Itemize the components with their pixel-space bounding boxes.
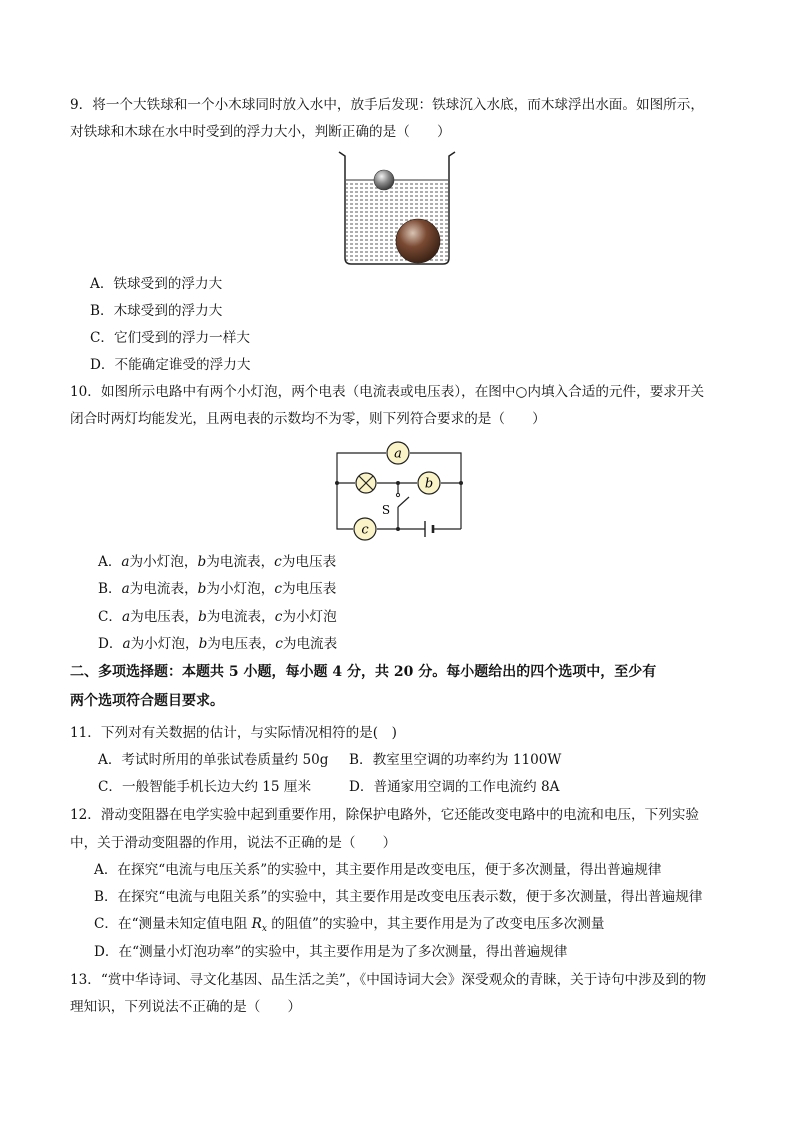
q10-option-b[interactable]: B．a为电流表，b为小灯泡，c为电压表 bbox=[98, 581, 337, 597]
q12-option-a[interactable]: A．在探究“电流与电压关系”的实验中，其主要作用是改变电压，便于多次测量，得出普遍规律 bbox=[94, 862, 662, 878]
q9-option-b[interactable]: B．木球受到的浮力大 bbox=[90, 303, 223, 319]
q10-stem-line1: 10．如图所示电路中有两个小灯泡，两个电表（电流表或电压表），在图中○内填入合适的元件，要求开关 bbox=[70, 384, 705, 400]
iron-ball bbox=[396, 219, 440, 263]
q10-option-d[interactable]: D．a为小灯泡，b为电压表，c为电流表 bbox=[98, 636, 338, 652]
q10-stem-line2: 闭合时两灯均能发光，且两电表的示数均不为零，则下列符合要求的是（ ） bbox=[70, 411, 546, 427]
q9-stem-line1: 9．将一个大铁球和一个小木球同时放入水中，放手后发现：铁球沉入水底，而木球浮出水面。如图所示， bbox=[70, 97, 704, 113]
switch-label: S bbox=[381, 503, 391, 517]
meter-a-label: a bbox=[394, 446, 402, 462]
q10-option-a[interactable]: A．a为小灯泡，b为电流表，c为电压表 bbox=[98, 554, 337, 570]
q9-option-d[interactable]: D．不能确定谁受的浮力大 bbox=[90, 357, 251, 373]
section-2-heading-cont: 两个选项符合题目要求。 bbox=[70, 693, 224, 709]
q11-option-a[interactable]: A．考试时所用的单张试卷质量约 50g bbox=[98, 752, 329, 768]
meter-c-label: c bbox=[361, 522, 369, 538]
q10-circuit-figure bbox=[334, 441, 464, 538]
q10-option-c[interactable]: C．a为电压表，b为电流表，c为小灯泡 bbox=[98, 609, 337, 625]
q11-stem: 11．下列对有关数据的估计，与实际情况相符的是( ) bbox=[70, 725, 397, 741]
wood-ball bbox=[374, 170, 394, 190]
q12-option-c[interactable]: C．在“测量未知定值电阻 $R_x$ 的阻值”的实验中，其主要作用是为了改变电压多次测量 bbox=[94, 916, 605, 934]
q13-stem-line1: 13．“赏中华诗词、寻文化基因、品生活之美”，《中国诗词大会》深受观众的青睐，关于诗句中涉及到的物 bbox=[70, 972, 707, 988]
q12-option-d[interactable]: D．在“测量小灯泡功率”的实验中，其主要作用是为了多次测量，得出普遍规律 bbox=[94, 944, 568, 960]
q12-stem-line2: 中，关于滑动变阻器的作用，说法不正确的是（ ） bbox=[70, 835, 397, 851]
q9-option-c[interactable]: C．它们受到的浮力一样大 bbox=[90, 330, 250, 346]
q9-stem-line2: 对铁球和木球在水中时受到的浮力大小，判断正确的是（ ） bbox=[70, 124, 451, 140]
q11-option-c[interactable]: C．一般智能手机长边大约 15 厘米 bbox=[98, 779, 312, 795]
section-2-heading: 二、多项选择题：本题共 5 小题，每小题 4 分，共 20 分。每小题给出的四个选项中，至少有 bbox=[70, 664, 657, 680]
q11-option-b[interactable]: B．教室里空调的功率约为 1100W bbox=[349, 752, 562, 768]
q9-beaker-figure bbox=[335, 150, 459, 268]
q12-option-b[interactable]: B．在探究“电流与电阻关系”的实验中，其主要作用是改变电压表示数，便于多次测量，得出普遍规律 bbox=[94, 889, 703, 905]
meter-b-label: b bbox=[424, 476, 434, 492]
q11-option-d[interactable]: D．普通家用空调的工作电流约 8A bbox=[349, 779, 560, 795]
q13-stem-line2: 理知识，下列说法不正确的是（ ） bbox=[70, 999, 302, 1015]
q9-option-a[interactable]: A．铁球受到的浮力大 bbox=[90, 276, 223, 292]
q12-stem-line1: 12．滑动变阻器在电学实验中起到重要作用，除保护电路外，它还能改变电路中的电流和电压，下列实验 bbox=[70, 807, 700, 823]
